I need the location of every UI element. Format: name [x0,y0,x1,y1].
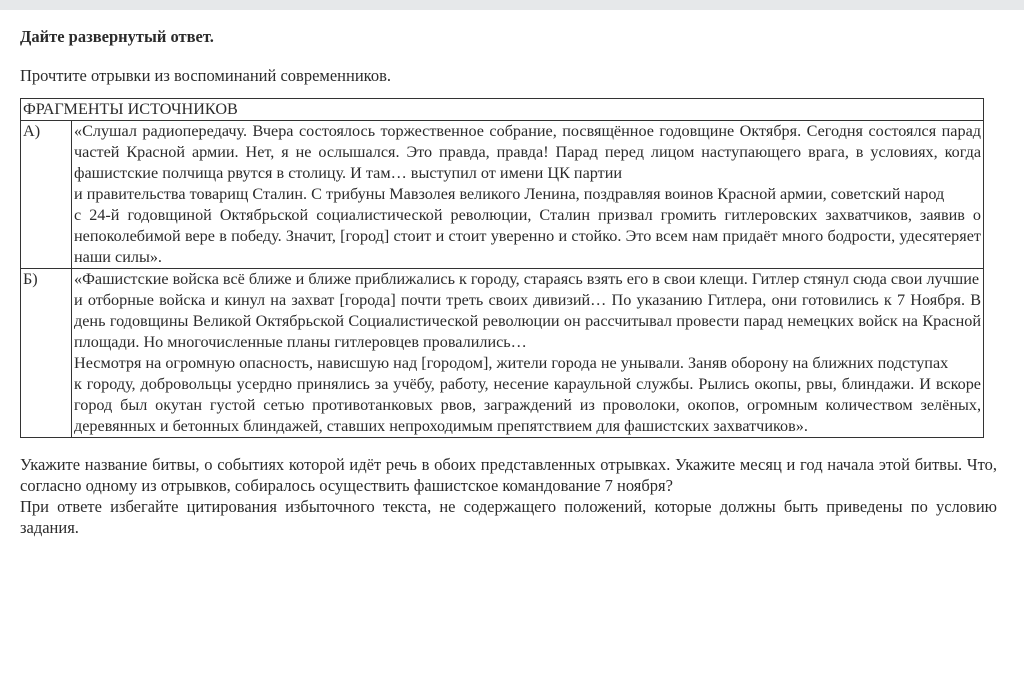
sources-table-header: ФРАГМЕНТЫ ИСТОЧНИКОВ [21,99,984,121]
source-a-paragraph: и правительства товарищ Сталин. С трибуны Мавзолея великого Ленина, поздравляя воинов Красной армии, советский народ [74,185,945,203]
task-content [20,26,997,538]
task-question [20,454,997,538]
source-a-paragraph: с 24-й годовщиной Октябрьской социалистической революции, Сталин призвал громить гитлеровских захватчиков, заявив о непоколебимой вере в победу. Значит, [город] стоит и стоит уверенно и стойко. Это всем нам придаёт много бодрости, удесятеряет наши силы». [74,206,981,266]
question-text: Укажите название битвы, о событиях которой идёт речь в обоих представленных отрывках. Укажите месяц и год начала этой битвы. Что, согласно одному из отрывков, собиралось осуществить фашистское командование 7 ноября? [20,455,997,495]
sources-table [20,98,984,438]
question-note: При ответе избегайте цитирования избыточного текста, не содержащего положений, которые должны быть приведены по условию задания. [20,497,997,537]
task-lead: Прочтите отрывки из воспоминаний современников. [20,66,392,85]
source-b-paragraph: к городу, добровольцы усердно принялись за учёбу, работу, несение караульной службы. Рылись окопы, рвы, блиндажи. И вскоре город был окутан густой сетью противотанковых рвов, заграждений из проволоки, окопов, огромным количеством зелёных, деревянных и бетонных блиндажей, ставших непроходимым препятствием для фашистских захватчиков». [74,375,981,435]
source-row-a [21,121,984,269]
source-label-a: А) [21,121,72,269]
source-text-b [72,269,984,438]
sources-table-header-row [21,99,984,121]
task-instruction: Дайте развернутый ответ. [20,27,214,46]
source-text-a [72,121,984,269]
source-b-paragraph: «Фашистские войска всё ближе и ближе приближались к городу, стараясь взять его в свои клещи. Гитлер стянул сюда свои лучшие [74,270,980,288]
source-b-paragraph: и отборные войска и кинул на захват [города] почти треть своих дивизий… По указанию Гитлера, они готовились к 7 Ноября. В день годовщины Великой Октябрьской Социалистической революции он рассчитывал провести парад немецких войск на Красной площади. Но многочисленные планы гитлеровцев провалились… [74,291,981,351]
top-bar [0,0,1024,10]
source-b-paragraph: Несмотря на огромную опасность, нависшую над [городом], жители города не унывали. Заняв оборону на ближних подступах [74,354,949,372]
source-row-b [21,269,984,438]
source-a-paragraph: «Слушал радиопередачу. Вчера состоялось торжественное собрание, посвящённое годовщине Октября. Сегодня состоялся парад частей Красной армии. Нет, я не ослышался. Это правда, правда! Парад перед лицом наступающего врага, в условиях, когда фашистские полчища рвутся в столицу. И там… выступил от имени ЦК партии [74,122,981,182]
source-label-b: Б) [21,269,72,438]
